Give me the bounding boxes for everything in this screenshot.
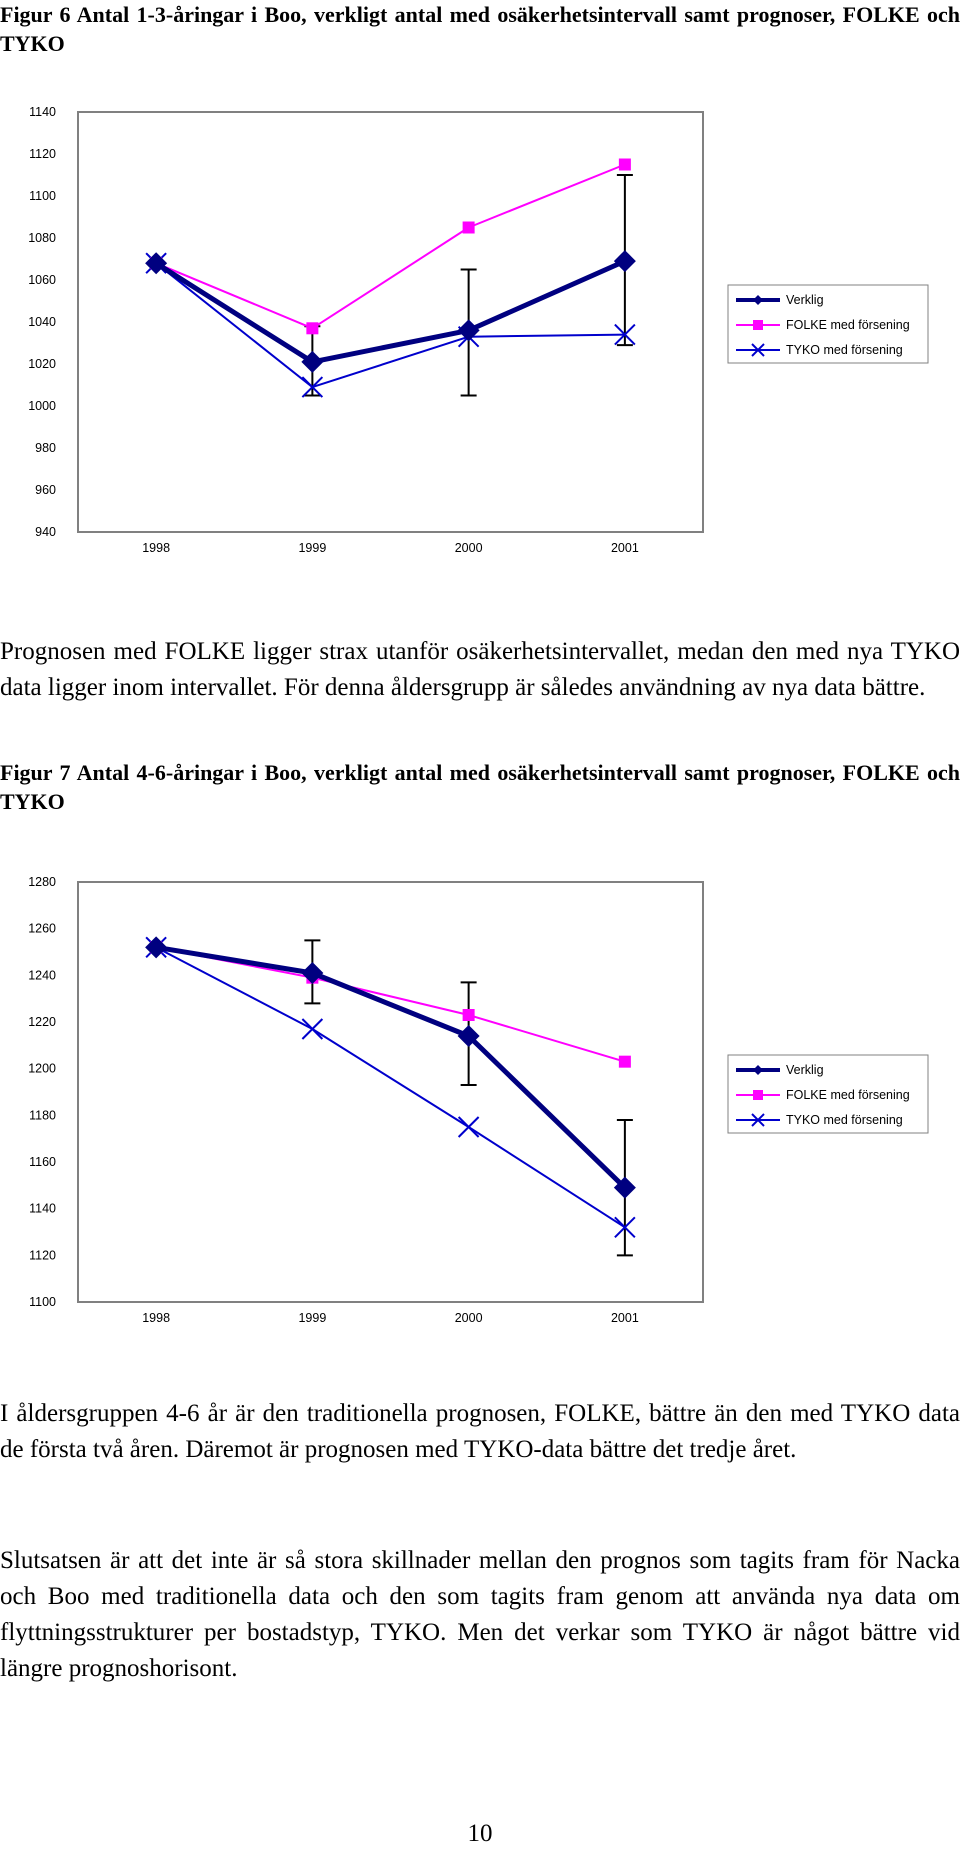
series-1 bbox=[150, 159, 631, 335]
series-2 bbox=[146, 253, 635, 397]
y-tick-label: 1020 bbox=[28, 357, 56, 371]
data-point bbox=[301, 962, 323, 984]
data-point bbox=[458, 319, 480, 341]
y-tick-label: 1080 bbox=[28, 231, 56, 245]
data-point bbox=[463, 1009, 475, 1021]
legend-label: TYKO med försening bbox=[786, 1113, 903, 1127]
y-tick-label: 1100 bbox=[29, 1295, 56, 1309]
series-0 bbox=[145, 250, 636, 373]
legend-swatch-marker bbox=[753, 320, 763, 330]
y-tick-label: 960 bbox=[35, 483, 56, 497]
data-point bbox=[614, 250, 636, 272]
paragraph-1: Prognosen med FOLKE ligger strax utanför osäkerhetsintervallet, medan den med nya TYKO data ligger inom intervallet. För denna åldersgrupp är således användning av nya data bättre. bbox=[0, 638, 960, 701]
data-point bbox=[459, 1117, 479, 1137]
x-tick-label: 2001 bbox=[610, 1311, 639, 1325]
figure-6-chart-svg bbox=[0, 80, 960, 570]
series-line bbox=[156, 263, 625, 387]
figure-6-caption: Figur 6 Antal 1-3-åringar i Boo, verkligt antal med osäkerhetsintervall samt prognoser, FOLKE och TYKO bbox=[0, 2, 960, 56]
y-tick-label: 1280 bbox=[28, 875, 56, 889]
x-tick-label: 2000 bbox=[454, 1311, 483, 1325]
y-tick-label: 1240 bbox=[28, 968, 56, 983]
legend-label: Verklig bbox=[786, 1063, 824, 1077]
y-tick-label: 1220 bbox=[28, 1015, 56, 1029]
figure-7-chart-svg bbox=[0, 850, 960, 1340]
y-tick-label: 1120 bbox=[29, 1248, 56, 1263]
legend-label: FOLKE med försening bbox=[786, 318, 910, 332]
x-tick-label: 1999 bbox=[298, 541, 327, 555]
y-tick-label: 1160 bbox=[29, 1155, 56, 1169]
x-tick-label: 2001 bbox=[610, 541, 639, 555]
y-tick-label: 1260 bbox=[28, 921, 56, 936]
series-line bbox=[156, 261, 625, 362]
data-point bbox=[463, 222, 475, 234]
data-point bbox=[302, 1019, 322, 1039]
legend-label: Verklig bbox=[786, 293, 824, 307]
y-tick-label: 980 bbox=[35, 441, 56, 455]
page-number: 10 bbox=[467, 1820, 493, 1847]
data-point bbox=[619, 1056, 631, 1068]
series-line bbox=[156, 165, 625, 329]
y-tick-label: 1140 bbox=[29, 105, 56, 119]
x-tick-label: 1998 bbox=[142, 541, 171, 555]
series-line bbox=[156, 947, 625, 1227]
y-tick-label: 1040 bbox=[28, 315, 56, 329]
y-tick-label: 940 bbox=[35, 525, 56, 539]
plot-area bbox=[78, 882, 703, 1302]
y-tick-label: 1000 bbox=[28, 399, 56, 413]
plot-area bbox=[78, 112, 703, 532]
figure-7-caption: Figur 7 Antal 4-6-åringar i Boo, verkligt antal med osäkerhetsintervall samt prognoser, FOLKE och TYKO bbox=[0, 760, 960, 814]
y-tick-label: 1060 bbox=[28, 273, 56, 287]
legend-swatch-marker bbox=[753, 1090, 763, 1100]
x-tick-label: 1998 bbox=[142, 1311, 171, 1325]
data-point bbox=[619, 159, 631, 171]
legend-label: FOLKE med försening bbox=[786, 1088, 910, 1102]
x-tick-label: 1999 bbox=[298, 1311, 327, 1325]
paragraph-2: I åldersgruppen 4-6 år är den traditionella prognosen, FOLKE, bättre än den med TYKO data de första två åren. Däremot är prognosen med TYKO-data bättre det tredje året. bbox=[0, 1400, 960, 1463]
data-point bbox=[306, 322, 318, 334]
y-tick-label: 1180 bbox=[29, 1108, 56, 1123]
series-0 bbox=[145, 936, 636, 1198]
figure-7-chart bbox=[0, 850, 960, 1340]
y-tick-label: 1200 bbox=[28, 1061, 56, 1076]
paragraph-3: Slutsatsen är att det inte är så stora skillnader mellan den prognos som tagits fram för Nacka och Boo med traditionella data och den som tagits fram genom att använda nya data om flyttningsstrukturer per bostadstyp, TYKO. Men det verkar som TYKO är något bättre vid längre prognoshorisont. bbox=[0, 1547, 960, 1682]
legend-label: TYKO med försening bbox=[786, 343, 903, 357]
figure-6-chart bbox=[0, 80, 960, 570]
y-tick-label: 1100 bbox=[29, 189, 56, 203]
series-2 bbox=[146, 937, 635, 1237]
y-tick-label: 1120 bbox=[29, 147, 56, 161]
y-tick-label: 1140 bbox=[29, 1201, 56, 1216]
x-tick-label: 2000 bbox=[454, 541, 483, 555]
